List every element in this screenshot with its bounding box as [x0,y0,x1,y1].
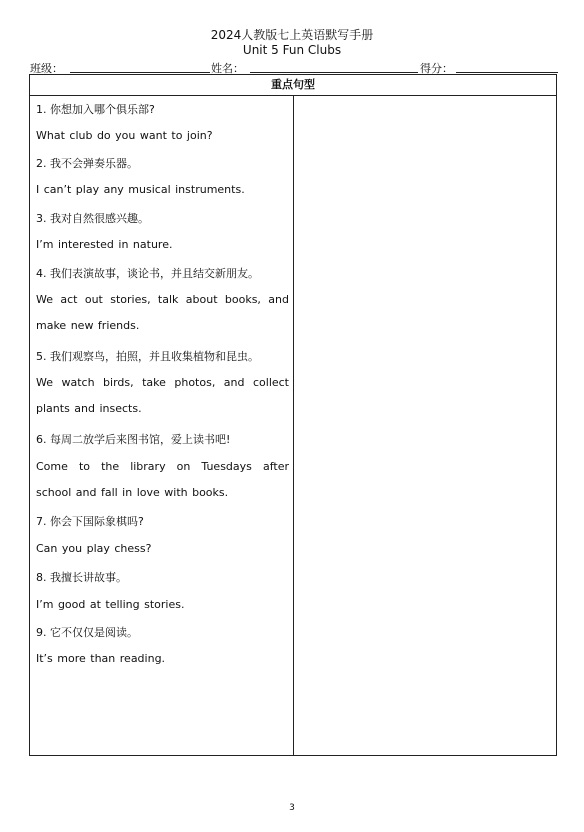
sentence-4-en-line1: We act out stories, talk about books, and [36,293,289,306]
dictation-table [29,74,557,756]
sentence-3-en: I’m interested in nature. [36,238,173,251]
sentence-2-zh: 2. 我不会弹奏乐器。 [36,157,138,170]
name-blank [250,72,418,73]
name-label: 姓名： [211,62,244,75]
sentence-8-zh: 8. 我擅长讲故事。 [36,571,127,584]
sentence-6-en-line2: school and fall in love with books. [36,486,229,499]
sentence-8-en: I’m good at telling stories. [36,598,185,611]
student-info-row [28,60,558,74]
sentence-5-en-line2: plants and insects. [36,402,142,415]
sentence-6-zh: 6. 每周二放学后来图书馆，爱上读书吧! [36,433,231,446]
score-blank [456,72,558,73]
sentence-1-zh: 1. 你想加入哪个俱乐部? [36,103,155,116]
sentence-6-en-line1: Come to the library on Tuesdays after [36,460,289,473]
sentence-4-zh: 4. 我们表演故事，谈论书，并且结交新朋友。 [36,267,259,280]
sentence-2-en: I can’t play any musical instruments. [36,183,245,196]
column-divider [293,96,294,755]
table-heading: 重点句型 [30,75,556,96]
sentence-9-en: It’s more than reading. [36,652,166,665]
sentence-7-en: Can you play chess? [36,542,152,555]
document-title: 2024人教版七上英语默写手册 [210,28,374,42]
score-label: 得分： [420,62,453,75]
sentence-9-zh: 9. 它不仅仅是阅读。 [36,626,138,639]
page-number: 3 [289,803,295,813]
document-subtitle: Unit 5 Fun Clubs [242,43,342,57]
sentence-5-en-line1: We watch birds, take photos, and collect [36,376,289,389]
sentence-5-zh: 5. 我们观察鸟，拍照，并且收集植物和昆虫。 [36,350,259,363]
sentence-7-zh: 7. 你会下国际象棋吗? [36,515,144,528]
class-blank [70,72,210,73]
class-label: 班级： [30,62,63,75]
sentence-1-en: What club do you want to join? [36,129,213,142]
sentence-3-zh: 3. 我对自然很感兴趣。 [36,212,149,225]
sentence-4-en-line2: make new friends. [36,319,140,332]
